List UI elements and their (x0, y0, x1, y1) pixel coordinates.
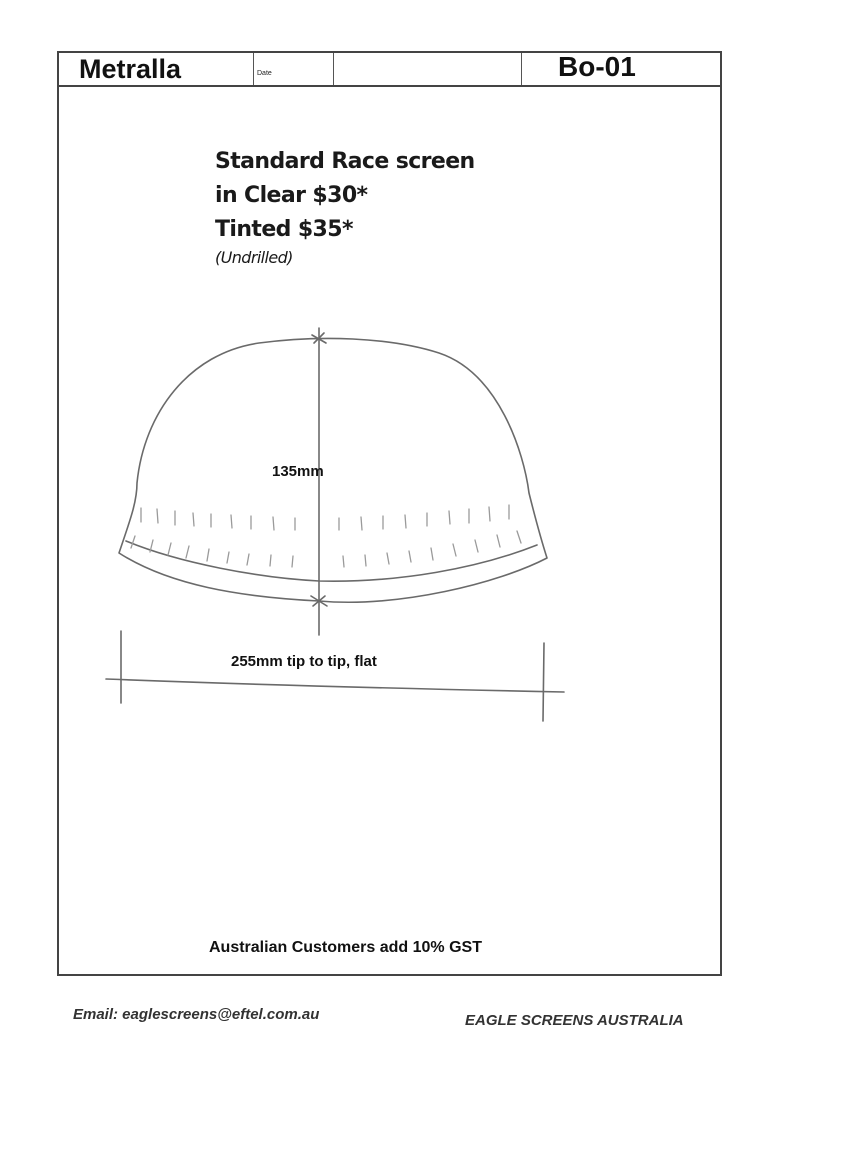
pricing-line-2: in Clear $30* (215, 183, 368, 208)
width-tick-right (543, 643, 544, 721)
screen-sketch (59, 53, 720, 974)
model-name: Metralla (79, 54, 182, 84)
footer-company: EAGLE SCREENS AUSTRALIA (465, 1012, 684, 1029)
footer-email: Email: eaglescreens@eftel.com.au (73, 1006, 320, 1023)
model-code: Bo-01 (558, 51, 636, 82)
pricing-line-3: Tinted $35* (215, 217, 353, 242)
edge-hatching (131, 505, 521, 567)
width-dimension-line (106, 679, 564, 692)
gst-notice: Australian Customers add 10% GST (209, 939, 482, 956)
pricing-note: (Undrilled) (215, 248, 293, 267)
width-label: 255mm tip to tip, flat (231, 653, 377, 670)
date-label: Date (257, 70, 272, 77)
screen-inner-line (126, 541, 537, 581)
height-label: 135mm (272, 463, 324, 480)
pricing-line-1: Standard Race screen (215, 149, 475, 174)
spec-sheet (57, 51, 722, 976)
